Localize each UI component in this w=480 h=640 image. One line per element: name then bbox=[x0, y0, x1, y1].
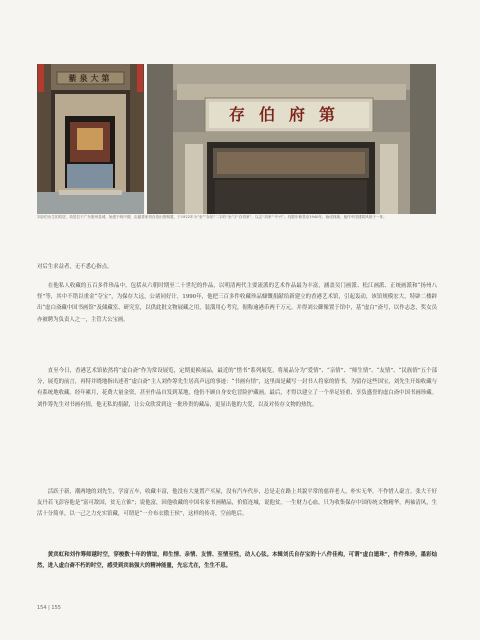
ancestral-hall-illustration bbox=[147, 64, 436, 214]
paragraph-5: 黄宾虹和刘作筹师越时空，穿梭数十年的情谊，师生情、亲情、友情、至情至性，动人心弦。本辑刘氏自存宝的十八件佳构，可谓“虚白遗珠”，件件殊珍，墨彩灿然，进入虚白斋不朽的时空，感受到宾翁强大的精神能量，先忘尤在，生生不息。 bbox=[37, 552, 437, 570]
paragraph-4: 活跃于新，潮两地的刘先生，学富五车，收藏丰富，他没有大量置产买屋，没有汽车代步，总是走在路上其貌平常的慈祥老人，朴实无华，不作惜人豪言。张大千好友丹若飞彭容他是“富可敌国，贫无立锥”；说他富，因他收藏的中国名家书画精品，价值连城，说他贫，一生财力心血，只为收集保存中国传统文物精华，两袖清风，生活十分简单，以一己之力充实馆藏，可谓是“一介布衣傲王侯”，这样的传奇，空前绝后。 bbox=[37, 489, 437, 518]
photo-courtyard-door bbox=[37, 64, 144, 214]
photo-caption: 刘存伯出生的故居，故居位于广东惠州县城，始建于明中期，由慈善家刘存伯出资购置，于1922年为“坐”“存伯”二字的“坐”字“存伯第”，以志“刘家”“中兴”。经数年修葺至1940年，始成现貌，留作中国建筑风格于一体。 bbox=[37, 215, 387, 219]
plaque-text: 存伯府第 bbox=[228, 105, 349, 124]
plaque-text: 紫泉大第 bbox=[68, 73, 113, 83]
paragraph-1: 对后生求益者，无不悉心指点。 bbox=[37, 264, 113, 270]
courtyard-door-illustration bbox=[37, 64, 144, 214]
page-number: 154 | 155 bbox=[37, 605, 61, 611]
paragraph-2: 在他私人收藏的五百多件珍品中，包括从六朝时期至二十世纪的作品，以明清两代主要流派的艺术作品最为丰富，涵盖吴门画派、松江画派、正统画派和“扬州八怪”等，其中不错以重金“夺宝”，为保存大远，公诸同好计，1990年，他把三百多件收藏珍品慷慨捐献给新建立的香港艺术馆，引起轰动，该馆规模宏大，特辟二楼辟出“虚白斋藏中国书画馆”及储藏室、研究室，以供此批文物展藏之用，装潢用心考究，据称逾港币两千万元。并得刘公御像置于馆中，基“虚白”斋号，以作志念，奖女员亦被聘为负责人之一，主管大公宝画。 bbox=[37, 283, 437, 323]
paragraph-3: 直至今日，香港艺术馆依然将“虚白斋”作为常设展览，定期更换展品，最近的“惜书”系列展览，将展品分为“爱情”、“亲情”、“师生情”、“友情”、“民族情”五个部分，展览的前言，再特并晓地指出述者“虚白斋”主人刘作筹先生居高声远的事迹：“书画有情”，这里面是藏写一封书人将家的情书，为留存这些国宝，刘先生开始收藏与有系统地收藏。经年累月，花费大量金资，甚至作品自发到某地，他仍不顾自身安危冒险护藏画。最后，才得以建立了一个举足轻重、享负盛誉的虚白斋中国书画珍藏。刘作筹先生对书画有情，他无私的捐献，让公众欣赏到这一批珍贵的藏品，更显出他的大爱，以及对传存文物的热忱。 bbox=[37, 368, 437, 408]
photo-ancestral-hall bbox=[147, 64, 436, 214]
